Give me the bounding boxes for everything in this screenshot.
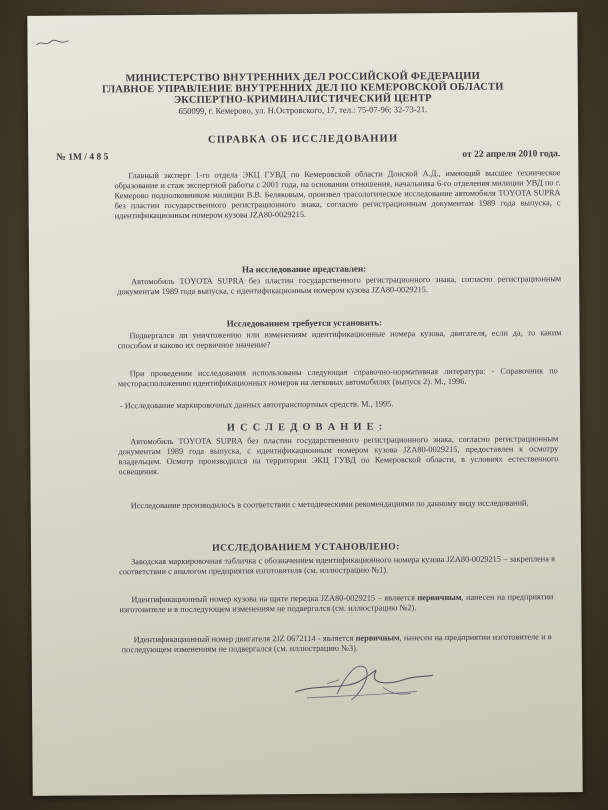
document-sheet: [27, 12, 582, 796]
document-number-row: [56, 149, 560, 163]
signature-mark: [287, 653, 437, 712]
document-date: от 22 апреля 2010 года.: [462, 149, 561, 160]
research-text: Автомобиль TOYOTA SUPRA без пластин государственного регистрационного знака, согласно регистрационным документам 1989 года выпуска, с идентификационным номером кузова JZA80-0029215, предоставлен к осмотру владельцем. Осмотр производился на территории ЭКЦ ГУВД по Кемеровской области, в условиях естественного освещения.: [118, 434, 559, 477]
presented-heading: На исследование представлен:: [241, 263, 367, 275]
handwritten-mark: [35, 38, 69, 48]
findings-p3-text-b: , нанесен на предприятии изготовителе и в последующем изменениям не подвергался (см. иллюстрацию №3).: [121, 632, 552, 655]
literature-text: При проведении исследования использованы следующая справочно-нормативная литература: - Справочник по месторасположению идентификационных номеров на легковых автомобилях (выпуск 2). М., 1996.: [117, 366, 558, 389]
findings-paragraph-2: [119, 592, 553, 615]
literature-item-2: - Исследование маркировочных данных автотранспортных средств. М., 1995.: [119, 399, 394, 411]
findings-p3-bold: первичным: [355, 633, 400, 643]
findings-p2-text-b: , нанесен на предприятии изготовителе и в последующем изменениям не подвергался (см. иллюстрацию №2).: [119, 592, 554, 615]
research-heading: И С С Л Е Д О В А Н И Е :: [226, 421, 384, 434]
findings-paragraph-3: [122, 632, 552, 655]
intro-paragraph: Главный эксперт 1-го отдела ЭКЦ ГУВД по Кемеровской области Донской А.Д., имеющий высшее техническое образование и стаж экспертной работы с 2001 года, на основании отношения, начальника 6-го отделения милиции УВД по г. Кемерово подполковником милиции В.В. Беляковым, произвел трасологическое исследование автомобиля TOYOTA SUPRA без пластин государственного регистрационного знака, согласно регистрационным документам 1989 года выпуска, с идентификационным номером кузова JZA80-0029215.: [114, 168, 561, 221]
question-heading: Исследованием требуется установить:: [226, 317, 383, 329]
findings-p2-text-a: Идентификационный номер кузова на щите передка JZA80-0029215 – является: [131, 593, 418, 605]
letterhead-department: ГЛАВНОЕ УПРАВЛЕНИЕ ВНУТРЕННИХ ДЕЛ ПО КЕМЕРОВСКОЙ ОБЛАСТИ: [101, 81, 504, 96]
letterhead-center: ЭКСПЕРТНО-КРИМИНАЛИСТИЧЕСКИЙ ЦЕНТР: [173, 93, 432, 106]
letterhead: [28, 70, 578, 118]
document-number: № 1М / 4 8 5: [56, 152, 109, 163]
letterhead-address: 650099, г. Кемерово, ул. Н.Островского, 17, тел.: 75-07-96; 32-73-21.: [178, 104, 428, 116]
findings-p3-text-a: Идентификационный номер двигателя 2JZ 0672114 - является: [133, 633, 356, 645]
findings-heading: ИССЛЕДОВАНИЕМ УСТАНОВЛЕНО:: [212, 541, 400, 554]
document-title: СПРАВКА ОБ ИССЛЕДОВАНИИ: [207, 133, 399, 146]
research-method-text: Исследование производилось в соответствии с методическими рекомендациями по данному виду исследований.: [130, 498, 529, 511]
presented-text: Автомобиль TOYOTA SUPRA без пластин государственного регистрационного знака, согласно регистрационным документам 1989 года выпуска, с идентификационным номером кузова JZA80-0029215.: [117, 274, 562, 297]
findings-p2-bold: первичным: [417, 592, 462, 603]
findings-paragraph-1: Заводская маркировочная табличка с обозначением идентификационного номера кузова JZA80-0029215 – закреплена в соответствии с аналогом предприятия изготовителя (см. иллюстрацию №1).: [119, 554, 556, 577]
question-text: Подвергался ли уничтожению или изменениям идентификационные номера кузова, двигателя, если да, то каким способом и каково их первичное значение?: [117, 328, 562, 351]
letterhead-ministry: МИНИСТЕРСТВО ВНУТРЕННИХ ДЕЛ РОССИЙСКОЙ ФЕДЕРАЦИИ: [125, 70, 481, 85]
